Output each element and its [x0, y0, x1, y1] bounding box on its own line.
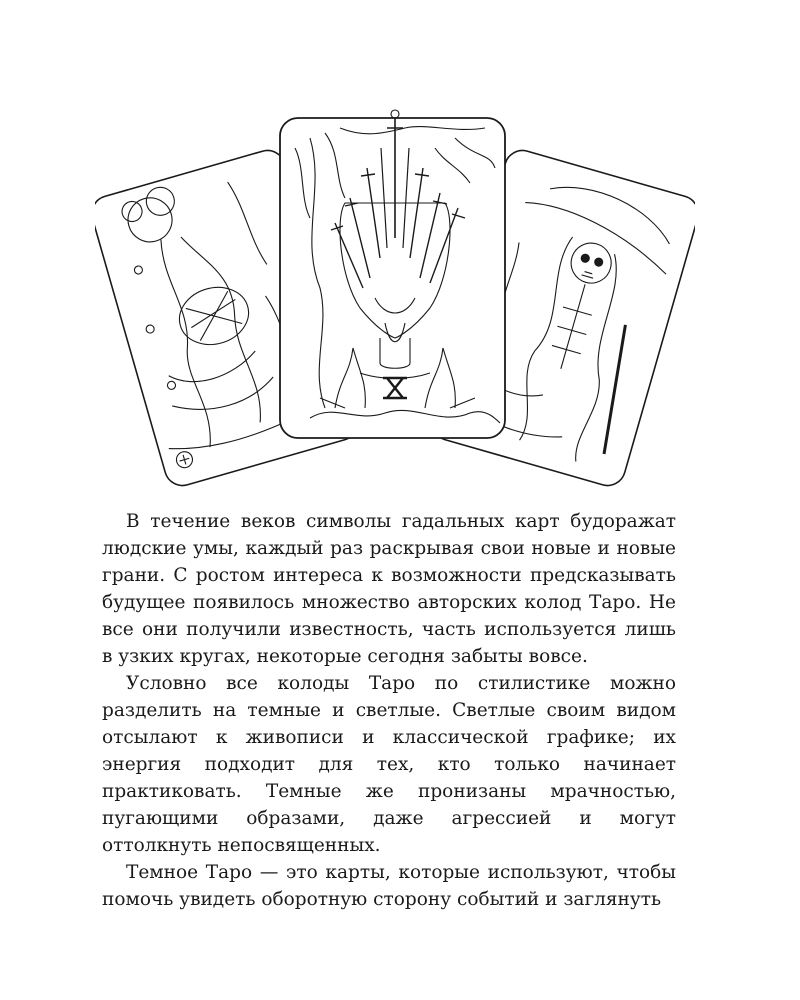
paragraph-3: Темное Таро — это карты, которые используют, чтобы помочь увидеть оборотную сторону событий и заглянуть	[102, 862, 676, 910]
paragraph-2: Условно все колоды Таро по стилистике можно разделить на темные и светлые. Светлые своим видом отсылают к живописи и классической графике; их энергия подходит для тех, кто только начинает практиковать. Темные же пронизаны мрачностью, пугающими образами, даже агрессией и могут оттолкнуть непосвященных.	[102, 673, 676, 856]
paragraph-1: В течение веков символы гадальных карт будоражат людские умы, каждый раз раскрывая свои новые и новые грани. С ростом интереса к возможности предсказывать будущее появилось множество авторских колод Таро. Не все они получили известность, часть используется лишь в узких кругах, некоторые сегодня забыты вовсе.	[102, 511, 676, 667]
body-text	[102, 508, 676, 913]
center-tarot-card	[280, 110, 505, 438]
tarot-cards-illustration	[95, 108, 695, 500]
